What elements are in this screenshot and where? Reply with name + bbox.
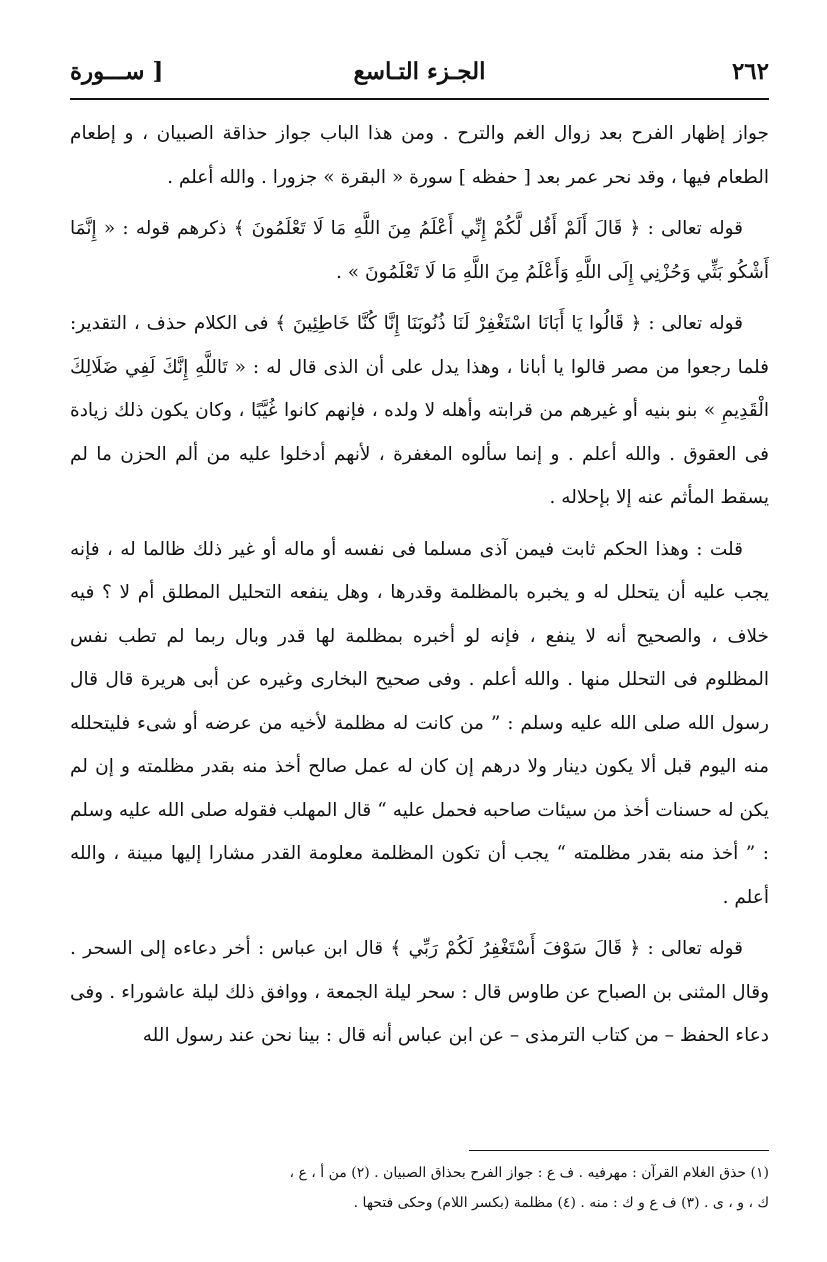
paragraph: قوله تعالى : ﴿ قَالَ سَوْفَ أَسْتَغْفِرُ لَكُمْ رَبِّي ﴾ قال ابن عباس : أخر دعاءه إلى السحر . وقال المثنى بن الصباح عن طاوس قال : سحر ليلة الجمعة ، ووافق ذلك ليلة عاشوراء . وفى دعاء الحفظ – من كتاب الترمذى – عن ابن عباس أنه قال : بينا نحن عند رسول الله	[70, 938, 769, 1046]
paragraph: قلت : وهذا الحكم ثابت فيمن آذى مسلما فى نفسه أو ماله أو غير ذلك ظالما له ، فإنه يجب عليه أن يتحلل له و يخبره بالمظلمة وقدرها ، وهل ينفعه التحليل المطلق أم لا ؟ فيه خلاف ، والصحيح أنه لا ينفع ، فإنه لو أخبره بمظلمة لها قدر وبال ربما لم تطب نفس المظلوم فى التحلل منها . والله أعلم . وفى صحيح البخارى وغيره عن أبى هريرة قال قال رسول الله صلى الله عليه وسلم : ” من كانت له مظلمة لأخيه من عرضه أو شىء فليتحلله منه اليوم قبل ألا يكون دينار ولا درهم إن كان له عمل صالح أخذ منه بقدر مظلمته و إن لم يكن له حسنات أخذ من سيئات صاحبه فحمل عليه “ قال المهلب فقوله صلى الله عليه وسلم : ” أخذ منه بقدر مظلمته “ يجب أن تكون المظلمة معلومة القدر مشارا إليها مبينة ، والله أعلم .	[70, 538, 769, 908]
paragraph: قوله تعالى : ﴿ قَالُوا يَا أَبَانَا اسْتَغْفِرْ لَنَا ذُنُوبَنَا إِنَّا كُنَّا خَاطِئِينَ ﴾ فى الكلام حذف ، التقدير: فلما رجعوا من مصر قالوا يا أبانا ، وهذا يدل على أن الذى قال له : « تَاللَّهِ إِنَّكَ لَفِي ضَلَالِكَ الْقَدِيمِ » بنو بنيه أو غيرهم من قرابته وأهله لا ولده ، فإنهم كانوا غُيَّبًا ، وكان يكون ذلك زيادة فى العقوق . والله أعلم . و إنما سألوه المغفرة ، لأنهم أدخلوا عليه من ألم الحزن ما لم يسقط المأثم عنه إلا بإحلاله .	[70, 313, 769, 508]
footnotes	[70, 1158, 769, 1218]
page-number: ٢٦٢	[731, 58, 769, 85]
footnote-divider	[469, 1150, 769, 1151]
header-divider	[70, 98, 769, 100]
page-body	[70, 112, 769, 1066]
surah-label: [ ســـورة	[70, 58, 164, 85]
paragraph: قوله تعالى : ﴿ قَالَ أَلَمْ أَقُل لَّكُمْ إِنِّي أَعْلَمُ مِنَ اللَّهِ مَا لَا تَعْلَمُونَ ﴾ ذكرهم قوله : « إِنَّمَا أَشْكُو بَثِّي وَحُزْنِي إِلَى اللَّهِ وَأَعْلَمُ مِنَ اللَّهِ مَا لَا تَعْلَمُونَ » .	[70, 218, 769, 283]
page-header	[70, 58, 769, 98]
footnote-line: (١) حذق الغلام القرآن : مهرفيه . ف ع : جواز الفرح بحذاق الصبيان . (٢) من أ ، ع ،	[289, 1165, 769, 1181]
running-title: الجـزء التـاسع	[353, 58, 486, 85]
footnote-line: ك ، و ، ى . (٣) ف ع و ك : منه . (٤) مظلمة (بكسر اللام) وحكى فتحها .	[353, 1195, 769, 1211]
paragraph: جواز إظهار الفرح بعد زوال الغم والترح . ومن هذا الباب جواز حذاقة الصبيان ، و إطعام الطعام فيها ، وقد نحر عمر بعد [ حفظه ] سورة « البقرة » جزورا . والله أعلم .	[70, 123, 769, 188]
